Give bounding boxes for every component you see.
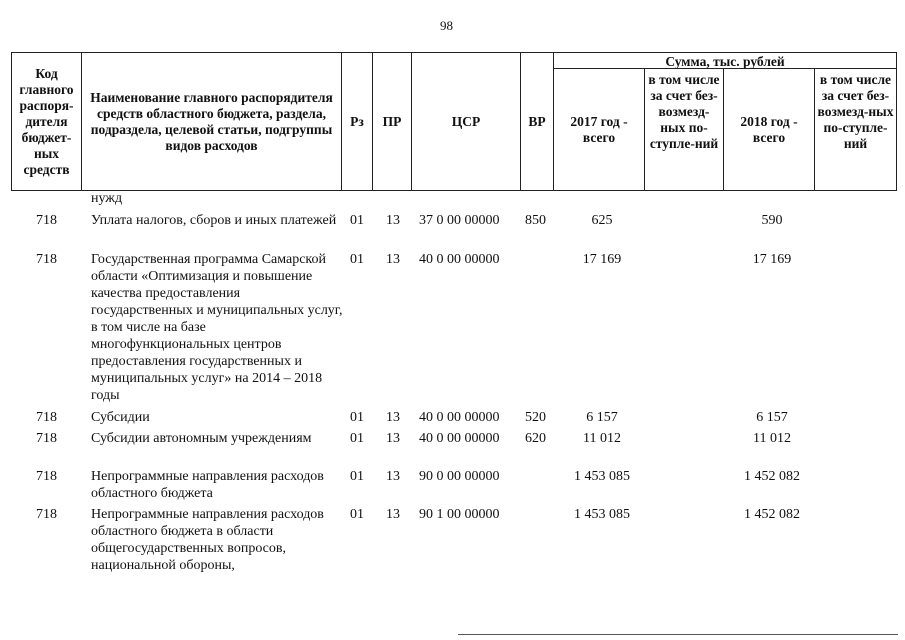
header-2017-incl: в том числе за счет без-возмезд-ных по-ступле-ний bbox=[644, 68, 724, 191]
row-sum-2017: 1 453 085 bbox=[574, 469, 630, 484]
row-name: Уплата налогов, сборов и иных платежей bbox=[91, 213, 337, 228]
row-pr: 13 bbox=[386, 252, 400, 267]
header-2017-total: 2017 год - всего bbox=[553, 68, 645, 191]
row-csr: 90 1 00 00000 bbox=[419, 507, 500, 522]
row-vr: 850 bbox=[525, 213, 546, 228]
row-sum-2018: 1 452 082 bbox=[744, 469, 800, 484]
row-sum-2018: 590 bbox=[761, 213, 783, 228]
row-rz: 01 bbox=[350, 213, 364, 228]
page-number: 98 bbox=[440, 18, 453, 33]
bottom-rule bbox=[458, 634, 898, 635]
row-csr: 37 0 00 00000 bbox=[419, 213, 500, 228]
header-2018-total: 2018 год - всего bbox=[723, 68, 815, 191]
row-rz: 01 bbox=[350, 507, 364, 522]
row-sum-2017: 625 bbox=[591, 213, 613, 228]
header-code: Код главного распоря-дителя бюджет-ных средств bbox=[11, 52, 82, 191]
row-sum-2017: 11 012 bbox=[583, 431, 621, 446]
row-vr: 520 bbox=[525, 410, 546, 425]
row-code: 718 bbox=[36, 410, 57, 425]
row-name: Непрограммные направления расходов областного бюджета bbox=[91, 469, 324, 501]
row-name: Непрограммные направления расходов областного бюджета в области общегосударственных вопросов, национальной обороны, bbox=[91, 507, 324, 573]
row-csr: 40 0 00 00000 bbox=[419, 410, 500, 425]
row-sum-2018: 11 012 bbox=[753, 431, 791, 446]
row-pr: 13 bbox=[386, 469, 400, 484]
row-code: 718 bbox=[36, 252, 57, 267]
row-pr: 13 bbox=[386, 507, 400, 522]
row-sum-2017: 17 169 bbox=[582, 252, 622, 267]
row-rz: 01 bbox=[350, 410, 364, 425]
row-code: 718 bbox=[36, 213, 57, 228]
header-sum: Сумма, тыс. рублей bbox=[553, 52, 897, 69]
row-rz: 01 bbox=[350, 469, 364, 484]
row-pr: 13 bbox=[386, 410, 400, 425]
row-csr: 90 0 00 00000 bbox=[419, 469, 500, 484]
row-rz: 01 bbox=[350, 431, 364, 446]
row-csr: 40 0 00 00000 bbox=[419, 252, 500, 267]
row-name: Государственная программа Самарской области «Оптимизация и повышение качества предоставления государственных и муниципальных услуг, в том числе на базе многофункциональных центров предоставления государственных и муниципальных услуг» на 2014 – 2018 годы bbox=[91, 252, 343, 403]
row-sum-2018: 17 169 bbox=[752, 252, 792, 267]
row-pr: 13 bbox=[386, 431, 400, 446]
header-2018-incl: в том числе за счет без-возмезд-ных по-ступле-ний bbox=[814, 68, 897, 191]
row-csr: 40 0 00 00000 bbox=[419, 431, 500, 446]
header-pr: ПР bbox=[372, 52, 412, 191]
row-rz: 01 bbox=[350, 252, 364, 267]
header-rz: Рз bbox=[341, 52, 373, 191]
header-vr: ВР bbox=[520, 52, 554, 191]
continuation-text: нужд bbox=[91, 191, 123, 206]
row-sum-2017: 1 453 085 bbox=[574, 507, 630, 522]
row-sum-2018: 6 157 bbox=[756, 410, 788, 425]
row-code: 718 bbox=[36, 507, 57, 522]
row-name: Субсидии bbox=[91, 410, 150, 425]
row-sum-2018: 1 452 082 bbox=[744, 507, 800, 522]
header-csr: ЦСР bbox=[411, 52, 521, 191]
header-name: Наименование главного распорядителя средств областного бюджета, раздела, подраздела, целевой статьи, подгруппы видов расходов bbox=[81, 52, 342, 191]
row-name: Субсидии автономным учреждениям bbox=[91, 431, 312, 446]
row-sum-2017: 6 157 bbox=[586, 410, 618, 425]
row-code: 718 bbox=[36, 469, 57, 484]
row-code: 718 bbox=[36, 431, 57, 446]
row-vr: 620 bbox=[525, 431, 546, 446]
row-pr: 13 bbox=[386, 213, 400, 228]
